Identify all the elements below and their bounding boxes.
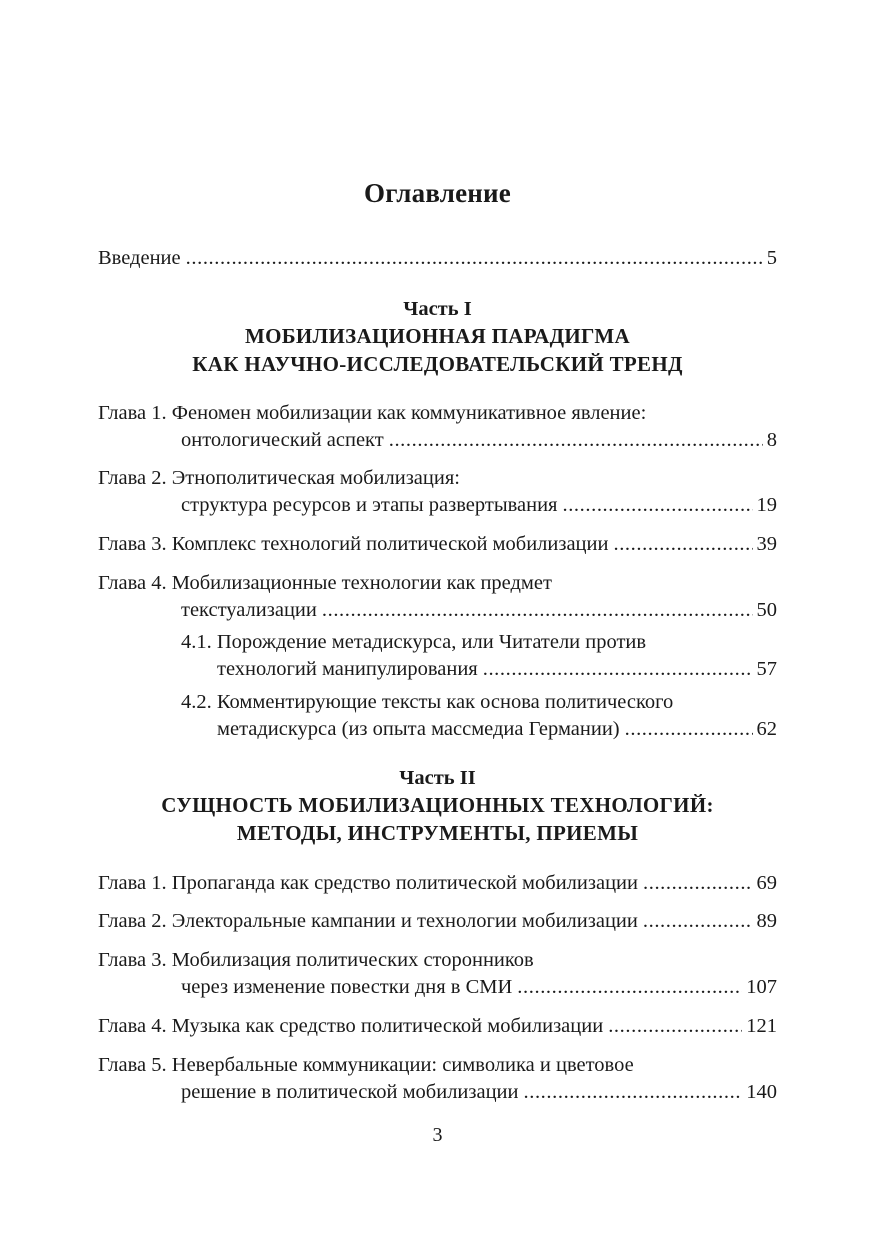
toc-leader-dots <box>643 870 753 897</box>
toc-leader-dots <box>389 427 763 454</box>
toc-entry-part2-chapter4[interactable] <box>98 1013 777 1040</box>
toc-entry-title: Глава 4. Музыка как средство политической мобилизации <box>98 1015 604 1037</box>
part-1-number: Часть I <box>403 298 472 320</box>
toc-page-number: 69 <box>756 872 777 894</box>
toc-page-number: 62 <box>756 718 777 740</box>
toc-entry-title: 4.1. Порождение метадискурса, или Читатели против <box>181 631 647 653</box>
page-title: Оглавление <box>364 178 511 208</box>
toc-entry-title-cont: текстуализации <box>181 599 317 621</box>
toc-entry-part1-chapter3[interactable] <box>98 531 777 558</box>
toc-leader-dots <box>643 908 753 935</box>
part-1-heading <box>0 296 875 378</box>
toc-entry-part1-chapter1[interactable] <box>98 400 777 454</box>
toc-page-number: 89 <box>756 910 777 932</box>
toc-page-number: 39 <box>756 533 777 555</box>
toc-entry-part1-section-4-1[interactable] <box>181 629 777 683</box>
toc-entry-title-cont: структура ресурсов и этапы развертывания <box>181 494 558 516</box>
part-2-title-line-1: СУЩНОСТЬ МОБИЛИЗАЦИОННЫХ ТЕХНОЛОГИЙ: <box>161 793 714 817</box>
toc-entry-title-cont: через изменение повестки дня в СМИ <box>181 976 513 998</box>
toc-entry-title: Глава 3. Комплекс технологий политической мобилизации <box>98 533 609 555</box>
page-number: 3 <box>432 1124 443 1146</box>
toc-entry-title: Глава 5. Невербальные коммуникации: символика и цветовое <box>98 1054 634 1076</box>
toc-entry-part2-chapter3[interactable] <box>98 947 777 1001</box>
toc-page-number: 121 <box>746 1015 777 1037</box>
part-1-title-line-2: КАК НАУЧНО-ИССЛЕДОВАТЕЛЬСКИЙ ТРЕНД <box>192 352 683 376</box>
toc-page-number: 19 <box>756 494 777 516</box>
toc-entry-part2-chapter5[interactable] <box>98 1052 777 1106</box>
toc-entry-part1-chapter4[interactable] <box>98 570 777 624</box>
toc-entry-title: Глава 2. Этнополитическая мобилизация: <box>98 467 460 489</box>
toc-page-number: 8 <box>766 429 777 451</box>
toc-entry-label: Введение <box>98 247 181 269</box>
part-2-title-line-2: МЕТОДЫ, ИНСТРУМЕНТЫ, ПРИЕМЫ <box>236 821 639 845</box>
toc-entry-title: Глава 1. Феномен мобилизации как коммуникативное явление: <box>98 402 647 424</box>
toc-leader-dots <box>322 597 753 624</box>
toc-entry-title: Глава 1. Пропаганда как средство политической мобилизации <box>98 872 638 894</box>
toc-entry-part2-chapter1[interactable] <box>98 870 777 897</box>
toc-page-number: 140 <box>746 1081 777 1103</box>
toc-entry-title-cont: онтологический аспект <box>181 429 384 451</box>
toc-leader-dots <box>517 974 742 1001</box>
toc-leader-dots <box>613 531 752 558</box>
toc-leader-dots <box>186 245 763 272</box>
toc-leader-dots <box>608 1013 742 1040</box>
part-2-number: Часть II <box>399 767 476 789</box>
toc-leader-dots <box>524 1079 743 1106</box>
part-2-heading <box>0 765 875 847</box>
toc-entry-title-cont: метадискурса (из опыта массмедиа Германии) <box>217 718 620 740</box>
toc-leader-dots <box>625 716 753 743</box>
toc-entry-intro[interactable] <box>98 245 777 272</box>
toc-entry-part1-chapter2[interactable] <box>98 465 777 519</box>
toc-entry-title-cont: решение в политической мобилизации <box>181 1081 519 1103</box>
toc-entry-title: Глава 3. Мобилизация политических сторонников <box>98 949 534 971</box>
toc-leader-dots <box>483 656 753 683</box>
toc-leader-dots <box>562 492 752 519</box>
toc-entry-title: Глава 4. Мобилизационные технологии как предмет <box>98 572 552 594</box>
toc-entry-title: 4.2. Комментирующие тексты как основа политического <box>181 691 674 713</box>
toc-entry-part1-section-4-2[interactable] <box>181 689 777 743</box>
toc-entry-part2-chapter2[interactable] <box>98 908 777 935</box>
toc-entry-title: Глава 2. Электоральные кампании и технологии мобилизации <box>98 910 638 932</box>
toc-page-number: 107 <box>746 976 777 998</box>
toc-page-number: 50 <box>756 599 777 621</box>
toc-page-number: 5 <box>766 247 777 269</box>
toc-entry-title-cont: технологий манипулирования <box>217 658 478 680</box>
part-1-title-line-1: МОБИЛИЗАЦИОННАЯ ПАРАДИГМА <box>244 324 631 348</box>
toc-page-number: 57 <box>756 658 777 680</box>
